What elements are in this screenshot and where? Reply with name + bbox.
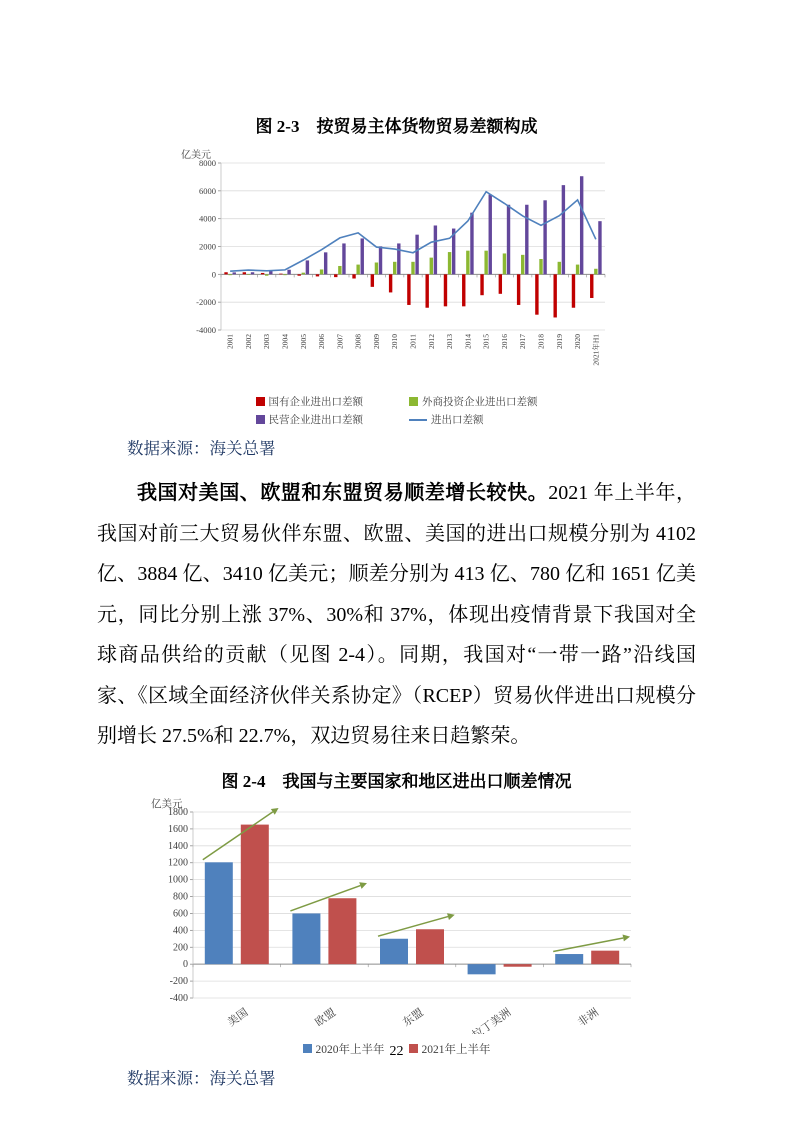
growth-arrow-head [622, 933, 630, 941]
y-tick-label: 0 [182, 958, 188, 970]
bar [352, 274, 355, 278]
bar [232, 272, 235, 274]
y-tick-label: -2000 [195, 297, 216, 308]
x-tick-label: 东盟 [400, 1006, 426, 1029]
bar [429, 258, 432, 275]
bar [425, 274, 428, 307]
bar [388, 274, 391, 292]
bar [397, 243, 400, 274]
bar [378, 246, 381, 274]
legend-label: 2020年上半年 [315, 1043, 385, 1056]
x-tick-label: 2003 [261, 334, 271, 349]
bar [370, 274, 373, 287]
y-tick-label: 1400 [167, 840, 188, 852]
bar [204, 862, 232, 964]
x-tick-label: 2006 [316, 334, 326, 349]
x-tick-label: 2012 [426, 334, 436, 349]
bar [535, 274, 538, 314]
x-tick-label: 2013 [444, 334, 454, 349]
bar [283, 274, 286, 275]
x-tick-label: 2009 [371, 334, 381, 349]
x-tick-label: 2020 [572, 334, 582, 349]
y-tick-label: 400 [172, 924, 188, 936]
bar [543, 200, 546, 274]
y-tick-label: 1800 [167, 806, 188, 818]
bar [297, 274, 300, 275]
bar [380, 938, 408, 963]
bar [516, 274, 519, 305]
y-tick-label: -200 [169, 975, 188, 987]
y-axis-unit-label: 亿美元 [150, 798, 182, 810]
y-axis-unit-label: 亿美元 [180, 150, 211, 161]
bar [246, 274, 249, 275]
bar [360, 238, 363, 274]
bar [319, 269, 322, 274]
body-paragraph [97, 473, 696, 757]
bar [301, 273, 304, 275]
bar [415, 235, 418, 275]
legend-item [409, 394, 538, 409]
bar [356, 265, 359, 275]
x-tick-label: 2016 [499, 334, 509, 349]
bar [553, 274, 556, 317]
bar [287, 270, 290, 275]
growth-arrow-head [447, 911, 456, 920]
bar [502, 253, 505, 274]
x-tick-label: 2021年H1 [590, 334, 600, 366]
bar-series-0 [224, 272, 593, 317]
bar [323, 252, 326, 274]
bar-series-1 [228, 251, 597, 276]
bar [598, 221, 601, 274]
y-tick-label: -4000 [195, 325, 216, 335]
bar [250, 272, 253, 274]
bar [498, 274, 501, 293]
legend-label: 进出口差额 [431, 415, 484, 426]
figure24-chart-svg [147, 798, 647, 1034]
x-tick-label: 2005 [298, 334, 308, 349]
bar [521, 255, 524, 274]
legend-label: 国有企业进出口差额 [268, 397, 363, 408]
bar [393, 262, 396, 275]
x-tick-label: 2014 [462, 334, 472, 349]
bar [467, 964, 495, 974]
y-tick-label: -400 [169, 992, 188, 1004]
bar [561, 185, 564, 274]
bar [571, 274, 574, 307]
bar [555, 954, 583, 964]
x-tick-label: 2007 [334, 334, 344, 349]
bar [470, 213, 473, 275]
paragraph-lead-bold: 我国对美国、欧盟和东盟贸易顺差增长较快。 [137, 482, 549, 504]
bar [328, 898, 356, 964]
bar [224, 272, 227, 274]
legend-color-swatch [256, 415, 265, 424]
y-tick-label: 1600 [167, 823, 188, 835]
figure23-chart-svg [177, 147, 617, 387]
x-tick-label: 2011 [408, 334, 417, 349]
figure23-title: 图 2-3 按贸易主体货物贸易差额构成 [255, 117, 538, 136]
x-tick-label: 2004 [280, 334, 289, 349]
figure23-source: 数据来源：海关总署 [127, 439, 276, 458]
x-tick-label: 欧盟 [312, 1006, 338, 1029]
bar [575, 265, 578, 275]
bar [557, 262, 560, 275]
figure23-legend [177, 394, 617, 427]
y-tick-label: 200 [172, 941, 188, 953]
bar [462, 274, 465, 306]
y-tick-label: 6000 [198, 185, 216, 196]
bar [228, 274, 231, 275]
bar [443, 274, 446, 306]
bar [240, 824, 268, 964]
growth-arrow [553, 937, 623, 951]
x-tick-label: 2001 [225, 334, 235, 349]
growth-arrow-head [270, 805, 280, 815]
legend-item [256, 412, 364, 427]
page-number: 22 [389, 1044, 404, 1059]
growth-arrow-head [359, 879, 368, 888]
x-tick-label: 2010 [389, 334, 399, 349]
bar [242, 272, 245, 274]
legend-item [409, 412, 538, 427]
bar [433, 225, 436, 274]
bar [488, 194, 491, 274]
bar [411, 262, 414, 275]
y-tick-label: 4000 [198, 213, 216, 224]
bar [506, 205, 509, 275]
figure24-source: 数据来源：海关总署 [127, 1068, 276, 1088]
y-tick-label: 1000 [167, 874, 188, 886]
legend-item [256, 394, 364, 409]
legend-label: 2021年上半年 [421, 1043, 491, 1056]
x-tick-label: 2019 [554, 334, 564, 349]
bar [315, 274, 318, 276]
bar [305, 260, 308, 274]
legend-color-swatch [409, 397, 418, 406]
x-tick-label: 2017 [517, 334, 527, 349]
bar [447, 252, 450, 274]
bar [260, 273, 263, 274]
x-tick-label: 2015 [481, 334, 491, 349]
legend-line-sample [409, 419, 427, 421]
legend-color-swatch [256, 397, 265, 406]
x-tick-label: 非洲 [575, 1006, 601, 1029]
y-tick-label: 8000 [198, 158, 216, 168]
paragraph-body-text: 2021 年上半年，我国对前三大贸易伙伴东盟、欧盟、美国的进出口规模分别为 4102 亿、3884 亿、3410 亿美元；顺差分别为 413 亿、780 亿和 1651 亿美元，同比分别上涨 37%、30%和 37%，体现出疫情背景下我国对全球商品供给的贡献（见图 2-4）。同期，我国对“一带一路”沿线国家、《区域全面经济伙伴关系协定》（RCEP）贸易伙伴进出口规模分别增长 27.5%和 22.7%，双边贸易往来日趋繁荣。 [97, 482, 697, 747]
figure24-title: 图 2-4 我国与主要国家和地区进出口顺差情况 [221, 771, 572, 791]
bar [525, 205, 528, 275]
legend-label: 民营企业进出口差额 [268, 415, 363, 426]
y-tick-label: 600 [172, 907, 188, 919]
bar [338, 266, 341, 274]
bar [374, 263, 377, 275]
bar [342, 243, 345, 274]
figure23-chart-block [177, 147, 617, 427]
bar [484, 251, 487, 275]
y-tick-label: 0 [211, 269, 216, 280]
bar [416, 929, 444, 964]
bar [590, 274, 593, 298]
bar [466, 251, 469, 275]
bar [594, 269, 597, 275]
bar [334, 274, 337, 277]
bar [591, 950, 619, 964]
bar [539, 259, 542, 274]
x-tick-label: 拉丁美洲 [469, 1006, 513, 1034]
x-tick-label: 2018 [536, 334, 545, 349]
bar [503, 964, 531, 967]
y-tick-label: 1200 [167, 857, 188, 869]
bar [279, 274, 282, 275]
x-tick-label: 美国 [225, 1006, 251, 1029]
figure24-chart-block [147, 798, 647, 1057]
y-tick-label: 800 [172, 891, 188, 903]
bar [480, 274, 483, 295]
bar [292, 913, 320, 964]
bar [407, 274, 410, 305]
bar [265, 274, 268, 275]
x-tick-label: 2008 [353, 334, 363, 349]
y-tick-label: 2000 [198, 241, 216, 252]
legend-label: 外商投资企业进出口差额 [422, 397, 538, 408]
bar [579, 176, 582, 274]
x-tick-label: 2002 [243, 334, 253, 349]
